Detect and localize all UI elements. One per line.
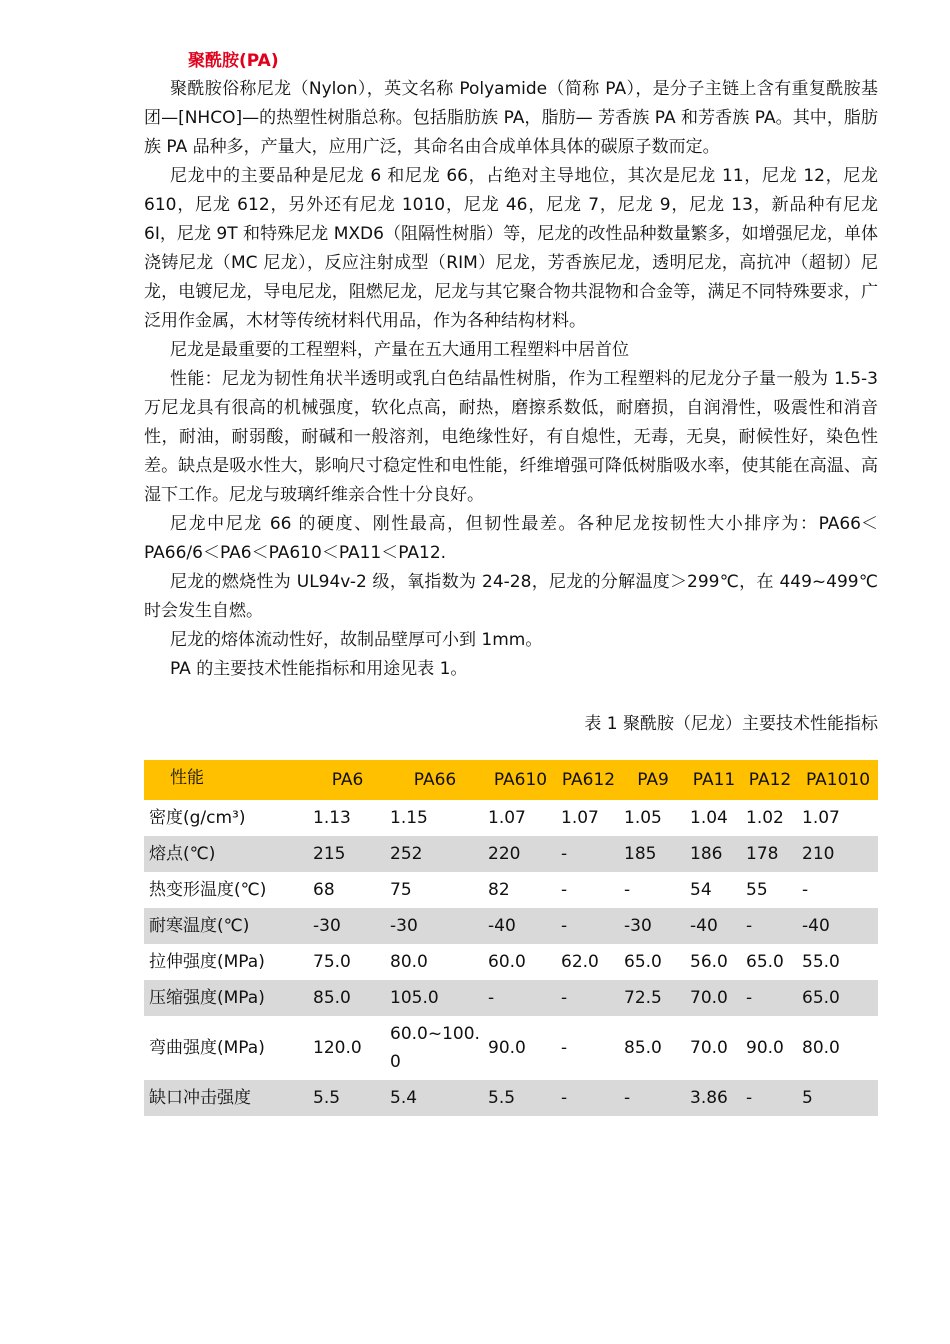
row-label: 缺口冲击强度 [144,1080,309,1116]
table-row [144,980,878,1016]
table-cell: 70.0 [686,1016,742,1080]
table-cell: - [742,980,798,1016]
table-cell: 90.0 [742,1016,798,1080]
table-cell: - [557,1080,620,1116]
paragraph-table-ref: PA 的主要技术性能指标和用途见表 1。 [170,659,468,679]
header-cell: PA12 [742,760,798,800]
table-cell: 1.15 [386,800,484,836]
table-cell: - [620,872,686,908]
header-cell: PA610 [484,760,557,800]
table-cell: 185 [620,836,686,872]
header-cell: PA11 [686,760,742,800]
table-cell: - [557,836,620,872]
table-header-row [144,760,878,800]
table-cell: 65.0 [742,944,798,980]
header-cell: PA66 [386,760,484,800]
table-cell: 60.0~100.0 [386,1016,484,1080]
table-cell: 80.0 [386,944,484,980]
table-cell: 75 [386,872,484,908]
table-cell: 5.4 [386,1080,484,1116]
properties-table [144,760,878,1116]
table-cell: 5.5 [484,1080,557,1116]
table-cell: 1.02 [742,800,798,836]
table-cell: 85.0 [620,1016,686,1080]
table-cell: 55 [742,872,798,908]
table-cell: - [620,1080,686,1116]
table-cell: -40 [686,908,742,944]
row-label: 压缩强度(MPa) [144,980,309,1016]
table-cell: 178 [742,836,798,872]
header-cell: PA1010 [798,760,878,800]
table-cell: - [484,980,557,1016]
table-cell: 85.0 [309,980,386,1016]
table-cell: 72.5 [620,980,686,1016]
table-cell: - [557,908,620,944]
row-label: 热变形温度(℃) [144,872,309,908]
table-cell: 186 [686,836,742,872]
table-cell: 252 [386,836,484,872]
paragraph-flammability: 尼龙的燃烧性为 UL94v-2 级，氧指数为 24-28，尼龙的分解温度＞299℃，在 449~499℃时会发生自燃。 [144,572,878,621]
table-cell: 220 [484,836,557,872]
header-cell: PA6 [309,760,386,800]
row-label: 耐寒温度(℃) [144,908,309,944]
table-row [144,836,878,872]
table-caption: 表 1 聚酰胺（尼龙）主要技术性能指标 [584,714,878,734]
table-cell: 210 [798,836,878,872]
table-cell: - [742,908,798,944]
table-cell: 5.5 [309,1080,386,1116]
table-cell: 90.0 [484,1016,557,1080]
table-cell: 60.0 [484,944,557,980]
table-cell: -30 [386,908,484,944]
table-cell: 75.0 [309,944,386,980]
row-label: 熔点(℃) [144,836,309,872]
table-row [144,800,878,836]
table-cell: 82 [484,872,557,908]
table-cell: 55.0 [798,944,878,980]
header-cell: PA612 [557,760,620,800]
header-cell: PA9 [620,760,686,800]
table-cell: 1.07 [484,800,557,836]
table-row [144,1080,878,1116]
table-cell: 215 [309,836,386,872]
document-page [144,47,878,1116]
table-cell: - [557,1016,620,1080]
table-cell: 1.05 [620,800,686,836]
paragraph-intro: 聚酰胺俗称尼龙（Nylon），英文名称 Polyamide（简称 PA），是分子主链上含有重复酰胺基团—[NHCO]—的热塑性树脂总称。包括脂肪族 PA，脂肪— 芳香族 PA 和芳香族 PA。其中，脂肪族 PA 品种多，产量大，应用广泛，其命名由合成单体具体的碳原子数而定。 [144,79,878,157]
table-cell: 80.0 [798,1016,878,1080]
table-cell: 65.0 [798,980,878,1016]
table-cell: - [557,872,620,908]
table-cell: -40 [484,908,557,944]
table-cell: 56.0 [686,944,742,980]
table-cell: -30 [620,908,686,944]
table-cell: 70.0 [686,980,742,1016]
table-cell: - [557,980,620,1016]
row-label: 密度(g/cm³) [144,800,309,836]
row-label: 弯曲强度(MPa) [144,1016,309,1080]
table-cell: 1.07 [557,800,620,836]
table-cell: 3.86 [686,1080,742,1116]
table-row [144,872,878,908]
page-title: 聚酰胺(PA) [188,51,279,71]
row-label: 拉伸强度(MPa) [144,944,309,980]
table-cell: - [798,872,878,908]
table-cell: 54 [686,872,742,908]
paragraph-properties: 性能：尼龙为韧性角状半透明或乳白色结晶性树脂，作为工程塑料的尼龙分子量一般为 1.5-3 万尼龙具有很高的机械强度，软化点高，耐热，磨擦系数低，耐磨损，自润滑性，吸震性和消音性，耐油，耐弱酸，耐碱和一般溶剂，电绝缘性好，有自熄性，无毒，无臭，耐候性好，染色性差。缺点是吸水性大，影响尺寸稳定性和电性能，纤维增强可降低树脂吸水率，使其能在高温、高湿下工作。尼龙与玻璃纤维亲合性十分良好。 [144,369,878,505]
table-cell: 1.04 [686,800,742,836]
table-cell: 62.0 [557,944,620,980]
table-cell: 1.07 [798,800,878,836]
table-cell: 68 [309,872,386,908]
paragraph-toughness: 尼龙中尼龙 66 的硬度、刚性最高，但韧性最差。各种尼龙按韧性大小排序为：PA66＜PA66/6＜PA6＜PA610＜PA11＜PA12. [144,514,878,563]
table-cell: -30 [309,908,386,944]
table-row [144,1016,878,1080]
table-cell: 65.0 [620,944,686,980]
table-cell: - [742,1080,798,1116]
paragraph-flow: 尼龙的熔体流动性好，故制品壁厚可小到 1mm。 [170,630,543,650]
table-row [144,908,878,944]
table-cell: 1.13 [309,800,386,836]
header-cell: 性能 [144,760,309,800]
table-cell: 5 [798,1080,878,1116]
paragraph-importance: 尼龙是最重要的工程塑料，产量在五大通用工程塑料中居首位 [170,340,629,360]
paragraph-varieties: 尼龙中的主要品种是尼龙 6 和尼龙 66，占绝对主导地位，其次是尼龙 11，尼龙 12，尼龙 610，尼龙 612，另外还有尼龙 1010，尼龙 46，尼龙 7，尼龙 9，尼龙 13，新品种有尼龙 6I，尼龙 9T 和特殊尼龙 MXD6（阻隔性树脂）等，尼龙的改性品种数量繁多，如增强尼龙，单体浇铸尼龙（MC 尼龙），反应注射成型（RIM）尼龙，芳香族尼龙，透明尼龙，高抗冲（超韧）尼龙，电镀尼龙，导电尼龙，阻燃尼龙，尼龙与其它聚合物共混物和合金等，满足不同特殊要求，广泛用作金属，木材等传统材料代用品，作为各种结构材料。 [144,166,878,331]
table-cell: 120.0 [309,1016,386,1080]
table-cell: 105.0 [386,980,484,1016]
table-row [144,944,878,980]
table-cell: -40 [798,908,878,944]
